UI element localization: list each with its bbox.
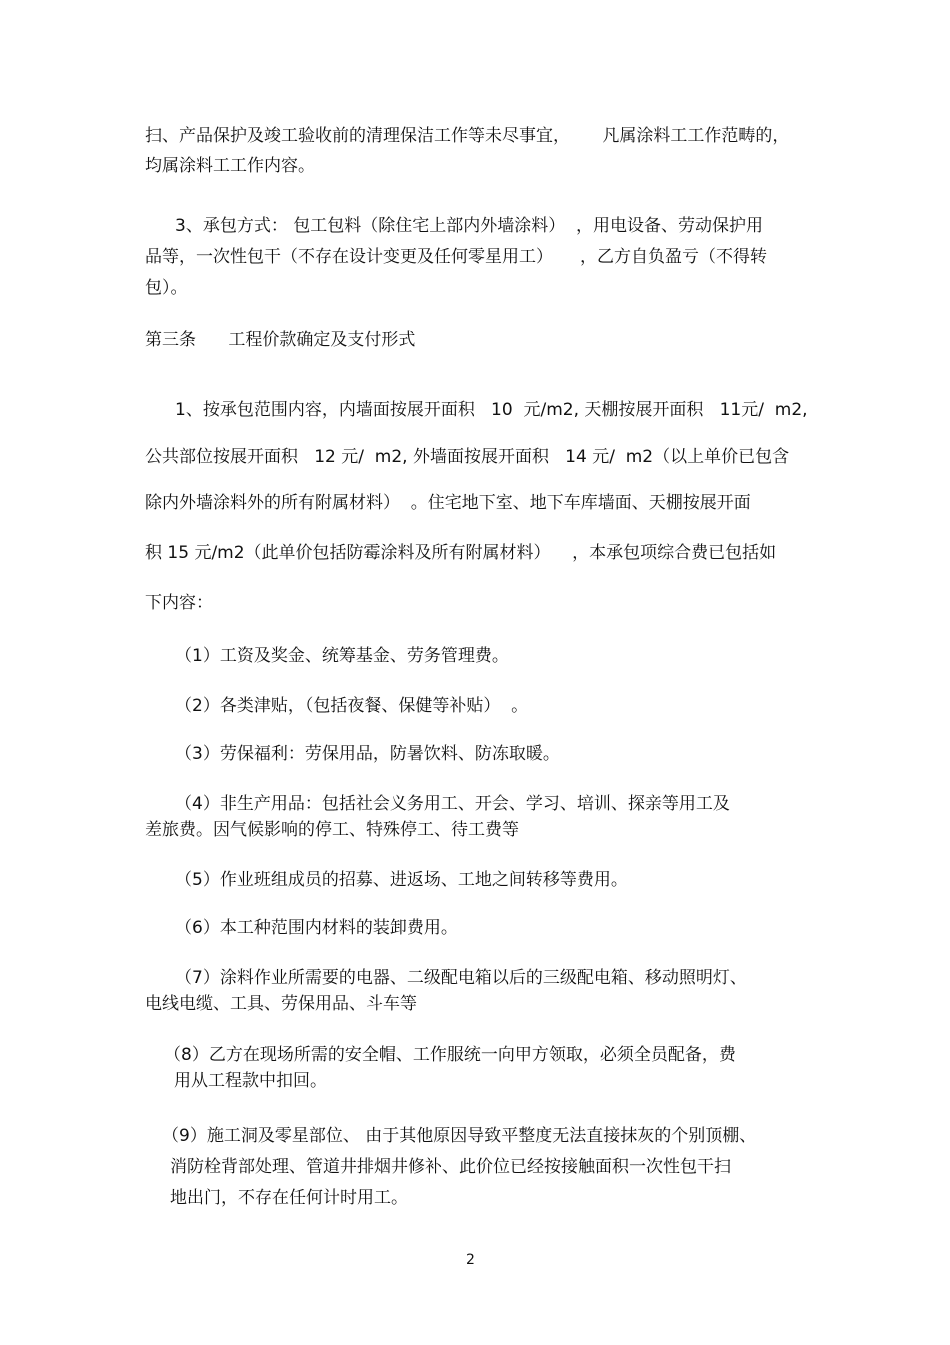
list-item-continuation: 用从工程款中扣回。 xyxy=(174,1071,327,1091)
text-line: 均属涂料工工作内容。 xyxy=(145,156,315,176)
text-line: 1、按承包范围内容，内墙面按展开面积 10 元/m2, 天棚按展开面积 11元/ m2, xyxy=(175,400,808,420)
list-item-continuation: 消防栓背部处理、管道井排烟井修补、此价位已经按接触面积一次性包干扫 xyxy=(170,1157,731,1177)
list-item: （7）涂料作业所需要的电器、二级配电箱以后的三级配电箱、移动照明灯、 xyxy=(175,968,747,988)
list-item: （6）本工种范围内材料的装卸费用。 xyxy=(175,918,458,938)
text-line: 公共部位按展开面积 12 元/ m2, 外墙面按展开面积 14 元/ m2（以上单价已包含 xyxy=(145,447,790,467)
list-item: （1）工资及奖金、统筹基金、劳务管理费。 xyxy=(175,646,509,666)
list-item: （5）作业班组成员的招募、进返场、工地之间转移等费用。 xyxy=(175,870,628,890)
list-item: （9）施工洞及零星部位、 由于其他原因导致平整度无法直接抹灰的个别顶棚、 xyxy=(162,1126,757,1146)
list-item-continuation: 电线电缆、工具、劳保用品、斗车等 xyxy=(145,994,417,1014)
text-line: 3、承包方式： 包工包料（除住宅上部内外墙涂料） ，用电设备、劳动保护用 xyxy=(175,216,764,236)
section-heading: 第三条 工程价款确定及支付形式 xyxy=(145,330,416,350)
list-item-continuation: 差旅费。因气候影响的停工、特殊停工、待工费等 xyxy=(145,820,519,840)
text-line: 扫、产品保护及竣工验收前的清理保洁工作等未尽事宜， 凡属涂料工工作范畴的， xyxy=(145,126,790,146)
text-line: 包）。 xyxy=(145,278,188,298)
list-item: （8）乙方在现场所需的安全帽、工作服统一向甲方领取，必须全员配备，费 xyxy=(164,1045,736,1065)
text-line: 品等，一次性包干（不存在设计变更及任何零星用工） ，乙方自负盈亏（不得转 xyxy=(145,247,768,267)
text-line: 下内容： xyxy=(145,593,213,613)
list-item: （3）劳保福利：劳保用品，防暑饮料、防冻取暖。 xyxy=(175,744,560,764)
list-item-continuation: 地出门，不存在任何计时用工。 xyxy=(170,1188,408,1208)
list-item: （2）各类津贴，（包括夜餐、保健等补贴） 。 xyxy=(175,696,529,716)
page-number: 2 xyxy=(466,1252,475,1268)
list-item: （4）非生产用品：包括社会义务用工、开会、学习、培训、探亲等用工及 xyxy=(175,794,730,814)
text-line: 除内外墙涂料外的所有附属材料） 。住宅地下室、地下车库墙面、天棚按展开面 xyxy=(145,493,751,513)
text-line: 积 15 元/m2（此单价包括防霉涂料及所有附属材料） ，本承包项综合费已包括如 xyxy=(145,543,777,563)
